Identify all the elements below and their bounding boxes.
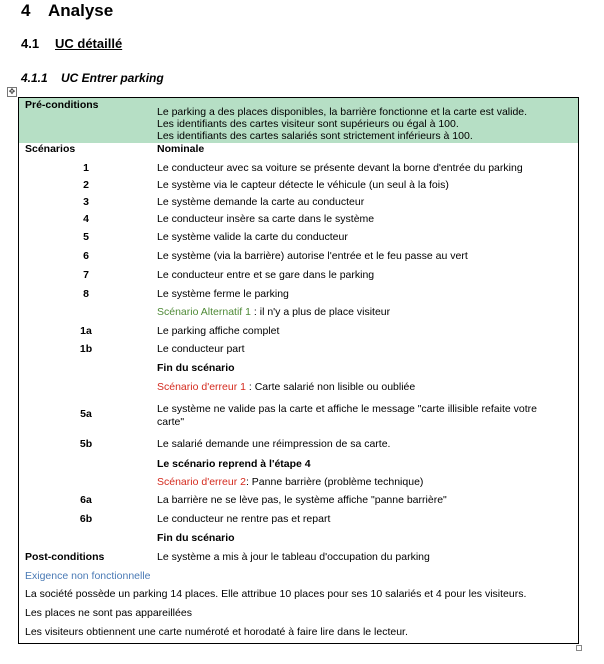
step-number: 6 bbox=[83, 250, 89, 262]
step-number: 5 bbox=[83, 231, 89, 243]
step-number: 6b bbox=[79, 513, 93, 525]
error-scenario-2-label: Scénario d'erreur 2 bbox=[157, 476, 246, 488]
step-number: 7 bbox=[83, 269, 89, 281]
step-number: 3 bbox=[83, 196, 89, 208]
postconditions-text: Le système a mis à jour le tableau d'occupation du parking bbox=[157, 551, 430, 563]
heading3-title: UC Entrer parking bbox=[61, 71, 164, 85]
heading-analyse bbox=[21, 1, 113, 21]
heading2-title: UC détaillé bbox=[55, 36, 123, 51]
nominal-label: Nominale bbox=[157, 143, 205, 155]
step-text: Le système via le capteur détecte le véhicule (un seul à la fois) bbox=[157, 179, 449, 191]
step-text: Le conducteur entre et se gare dans le parking bbox=[157, 269, 375, 281]
scenarios-label: Scénarios bbox=[25, 143, 76, 155]
step-number: 8 bbox=[83, 288, 89, 300]
step-text: Le système ferme le parking bbox=[157, 288, 289, 300]
step-text: Le conducteur ne rentre pas et repart bbox=[157, 513, 331, 525]
step-text: La barrière ne se lève pas, le système affiche "panne barrière" bbox=[157, 494, 447, 506]
table-move-handle-icon[interactable]: ✥ bbox=[8, 87, 16, 96]
postconditions-label: Post-conditions bbox=[25, 551, 105, 563]
heading3-number: 4.1.1 bbox=[21, 71, 48, 85]
step-number: 1 bbox=[83, 162, 89, 174]
table-resize-handle[interactable] bbox=[576, 645, 582, 651]
alternative-scenario-1-label: Scénario Alternatif 1 bbox=[157, 306, 251, 318]
precondition-line: Les identifiants des cartes visiteur sont supérieurs ou égal à 100. bbox=[157, 118, 459, 130]
scenario-resume-label: Le scénario reprend à l'étape 4 bbox=[157, 458, 311, 470]
heading-uc-detaille bbox=[21, 36, 122, 51]
step-text: Le conducteur part bbox=[157, 343, 245, 355]
error-scenario-1 bbox=[157, 381, 415, 394]
step-text: Le système demande la carte au conducteur bbox=[157, 196, 365, 208]
heading2-number: 4.1 bbox=[21, 36, 40, 51]
step-text: Le conducteur insère sa carte dans le système bbox=[157, 213, 375, 225]
use-case-table bbox=[18, 97, 579, 644]
step-number: 1b bbox=[79, 343, 93, 355]
step-text: Le conducteur avec sa voiture se présente devant la borne d'entrée du parking bbox=[157, 162, 523, 174]
end-of-scenario-label: Fin du scénario bbox=[157, 362, 235, 374]
nonfunctional-requirement-label: Exigence non fonctionnelle bbox=[25, 570, 151, 582]
nonfunctional-line: Les places ne sont pas appareillées bbox=[25, 607, 192, 619]
step-number: 5b bbox=[79, 438, 93, 450]
preconditions-label: Pré-conditions bbox=[25, 99, 99, 111]
step-number: 2 bbox=[83, 179, 89, 191]
error-scenario-2 bbox=[157, 476, 423, 489]
heading-uc-entrer-parking bbox=[21, 71, 164, 85]
step-text: Le système ne valide pas la carte et affiche le message "carte illisible refaite votre carte" bbox=[157, 403, 537, 428]
step-text: Le parking affiche complet bbox=[157, 325, 280, 337]
alternative-scenario-1-text: : il n'y a plus de place visiteur bbox=[250, 306, 391, 318]
step-text: Le salarié demande une réimpression de sa carte. bbox=[157, 438, 391, 450]
nonfunctional-line: Les visiteurs obtiennent une carte numéroté et horodaté à faire lire dans le lecteur. bbox=[25, 626, 408, 638]
alternative-scenario-1 bbox=[157, 306, 390, 319]
heading1-title: Analyse bbox=[48, 1, 114, 20]
precondition-line: Les identifiants des cartes salariés sont strictement inférieurs à 100. bbox=[157, 130, 473, 142]
nonfunctional-line: La société possède un parking 14 places. Elle attribue 10 places pour ses 10 salariés et 4 pour les visiteurs. bbox=[25, 588, 527, 600]
end-of-scenario-label: Fin du scénario bbox=[157, 532, 235, 544]
error-scenario-2-text: : Panne barrière (problème technique) bbox=[245, 476, 424, 488]
step-number: 4 bbox=[83, 213, 89, 225]
step-text: Le système valide la carte du conducteur bbox=[157, 231, 348, 243]
error-scenario-1-label: Scénario d'erreur 1 bbox=[157, 381, 246, 393]
step-number: 6a bbox=[80, 494, 92, 506]
precondition-line: Le parking a des places disponibles, la barrière fonctionne et la carte est valide. bbox=[157, 106, 528, 118]
step-number: 1a bbox=[80, 325, 92, 337]
error-scenario-1-text: : Carte salarié non lisible ou oubliée bbox=[245, 381, 416, 393]
step-number: 5a bbox=[80, 408, 92, 420]
step-text: Le système (via la barrière) autorise l'entrée et le feu passe au vert bbox=[157, 250, 468, 262]
heading1-number: 4 bbox=[21, 1, 31, 20]
